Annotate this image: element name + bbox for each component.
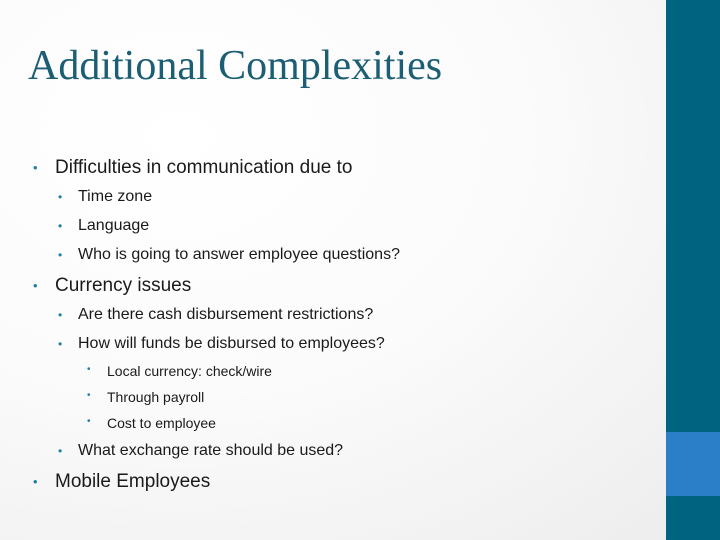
bullet-icon: • — [58, 248, 63, 262]
bullet-text: Mobile Employees — [55, 471, 211, 492]
bullet-icon: • — [33, 160, 38, 175]
bullet-item — [58, 442, 344, 460]
bullet-item — [33, 471, 211, 493]
bullet-icon: • — [58, 190, 63, 204]
bullet-item — [58, 188, 153, 206]
bullet-icon: • — [87, 390, 91, 401]
bullet-item — [87, 415, 216, 431]
bullet-text: Local currency: check/wire — [107, 363, 272, 379]
bullet-item — [58, 306, 374, 324]
slide-title: Additional Complexities — [28, 43, 443, 89]
bullet-item — [58, 246, 400, 264]
bullet-item — [33, 157, 353, 179]
side-bar-accent — [666, 432, 720, 496]
bullet-item — [87, 389, 205, 405]
bullet-text: Language — [78, 217, 150, 234]
bullet-item — [58, 217, 150, 235]
bullet-icon: • — [58, 444, 63, 458]
bullet-text: Cost to employee — [107, 415, 216, 431]
bullet-item — [58, 335, 385, 353]
bullet-icon: • — [58, 337, 63, 351]
bullet-item — [87, 363, 272, 379]
bullet-icon: • — [58, 308, 63, 322]
bullet-text: Difficulties in communication due to — [55, 157, 353, 178]
bullet-icon: • — [87, 364, 91, 375]
bullet-text: Are there cash disbursement restrictions? — [78, 306, 374, 323]
bullet-text: How will funds be disbursed to employees? — [78, 335, 385, 352]
bullet-icon: • — [33, 474, 38, 489]
bullet-text: Time zone — [78, 188, 153, 205]
bullet-text: Who is going to answer employee questions? — [78, 246, 400, 263]
bullet-text: Currency issues — [55, 275, 192, 296]
bullet-item — [33, 275, 192, 297]
bullet-text: Through payroll — [107, 389, 205, 405]
bullet-icon: • — [58, 219, 63, 233]
bullet-text: What exchange rate should be used? — [78, 442, 344, 459]
bullet-icon: • — [87, 416, 91, 427]
bullet-icon: • — [33, 278, 38, 293]
